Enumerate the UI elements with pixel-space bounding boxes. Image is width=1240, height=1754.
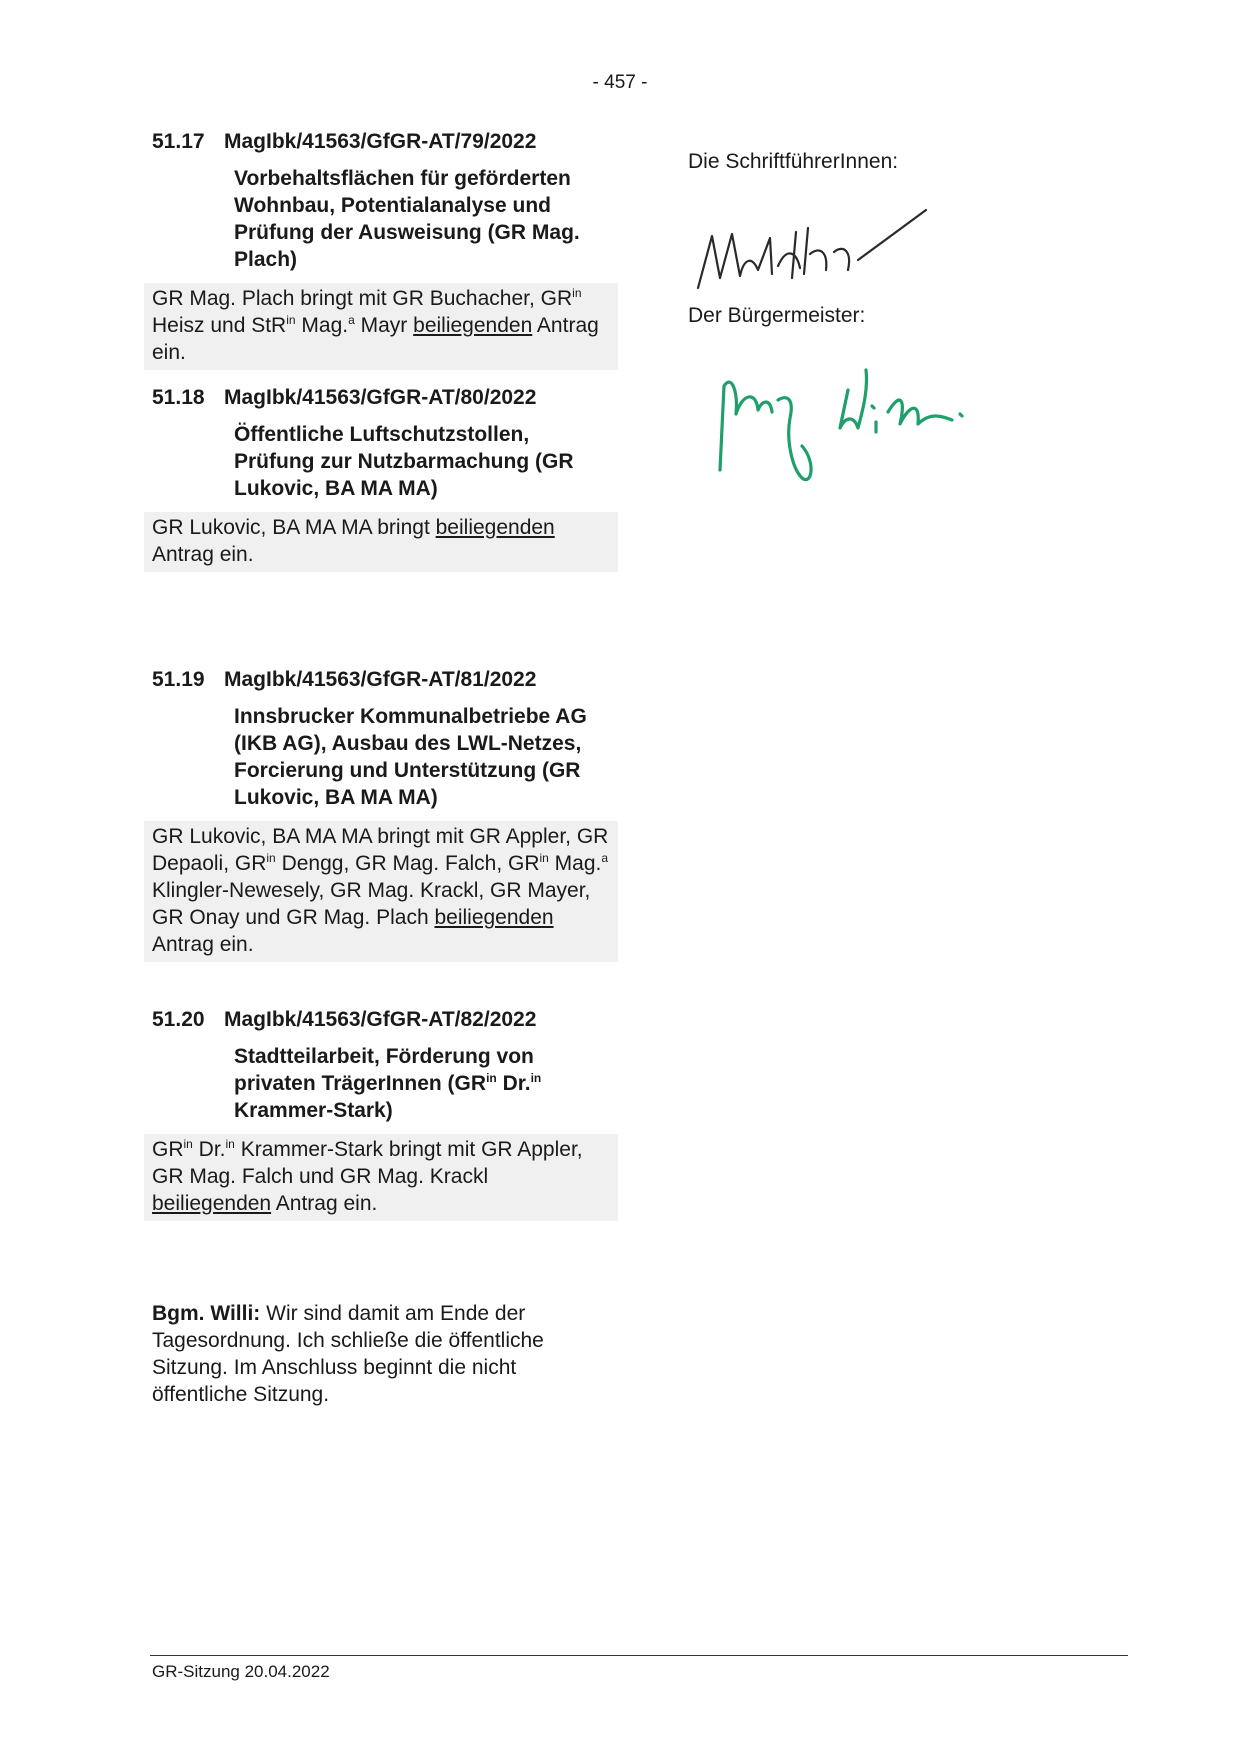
attachment-reference: beiliegenden	[434, 906, 554, 929]
agenda-item	[152, 1006, 612, 1221]
attachment-reference: beiliegenden	[413, 314, 533, 337]
item-reference: MagIbk/41563/GfGR-AT/82/2022	[224, 1008, 537, 1031]
secretaries-label: Die SchriftführerInnen:	[688, 150, 899, 173]
item-heading	[152, 666, 612, 693]
item-number: 51.19	[152, 668, 205, 691]
item-heading	[152, 1006, 612, 1033]
agenda-item	[152, 666, 612, 962]
footer-divider	[150, 1655, 1128, 1656]
item-reference: MagIbk/41563/GfGR-AT/79/2022	[224, 130, 537, 153]
item-reference: MagIbk/41563/GfGR-AT/81/2022	[224, 668, 537, 691]
item-title: Innsbrucker Kommunalbetriebe AG (IKB AG), Ausbau des LWL-Netzes, Forcierung und Unterstützung (GR Lukovic, BA MA MA)	[234, 705, 587, 809]
item-title: Stadtteilarbeit, Förderung von privaten TrägerInnen ($GR^{in}$ Dr.$^{in}$ Krammer-Stark)	[234, 1045, 542, 1122]
secretary-signature	[688, 208, 948, 308]
attachment-reference: beiliegenden	[435, 516, 555, 539]
closing-text: Wir sind damit am Ende der Tagesordnung. Ich schließe die öffentliche Sitzung. Im Anschluss beginnt die nicht öffentliche Sitzung.	[152, 1302, 544, 1406]
item-text: GR Lukovic, BA MA MA bringt mit GR Appler, GR Depaoli, $GR^{in}$ Dengg, GR Mag. Falch, $GR^{in}$ Mag.$^a$ Klingler-Newesely, GR Mag. Krackl, GR Mayer, GR Onay und GR Mag. Plach beiliegenden Antrag ein.	[144, 821, 618, 962]
item-heading	[152, 128, 612, 155]
page-number: - 457 -	[592, 72, 648, 93]
attachment-reference: beiliegenden	[152, 1192, 272, 1215]
item-text: GR Mag. Plach bringt mit GR Buchacher, $GR^{in}$ Heisz und StR$^{in}$ Mag.$^a$ Mayr beiliegenden Antrag ein.	[144, 283, 618, 370]
item-number: 51.18	[152, 386, 205, 409]
item-reference: MagIbk/41563/GfGR-AT/80/2022	[224, 386, 537, 409]
item-text: GR Lukovic, BA MA MA bringt beiliegenden Antrag ein.	[144, 512, 618, 572]
speaker-name: Bgm. Willi:	[152, 1302, 261, 1325]
footer-text: GR-Sitzung 20.04.2022	[152, 1662, 330, 1681]
agenda-item	[152, 128, 612, 370]
agenda-item	[152, 384, 612, 572]
item-number: 51.20	[152, 1008, 205, 1031]
item-heading	[152, 384, 612, 411]
item-text: $GR^{in}$ Dr.$^{in}$ Krammer-Stark bringt mit GR Appler, GR Mag. Falch und GR Mag. Krackl beiliegenden Antrag ein.	[144, 1134, 618, 1221]
item-title: Vorbehaltsflächen für geförderten Wohnbau, Potentialanalyse und Prüfung der Ausweisung (GR Mag. Plach)	[234, 167, 580, 271]
item-number: 51.17	[152, 130, 205, 153]
signature-column	[688, 148, 1088, 327]
item-title: Öffentliche Luftschutzstollen, Prüfung zur Nutzbarmachung (GR Lukovic, BA MA MA)	[234, 423, 574, 500]
mayor-label: Der Bürgermeister:	[688, 304, 866, 327]
mayor-signature	[708, 328, 968, 498]
closing-statement	[152, 1300, 612, 1408]
